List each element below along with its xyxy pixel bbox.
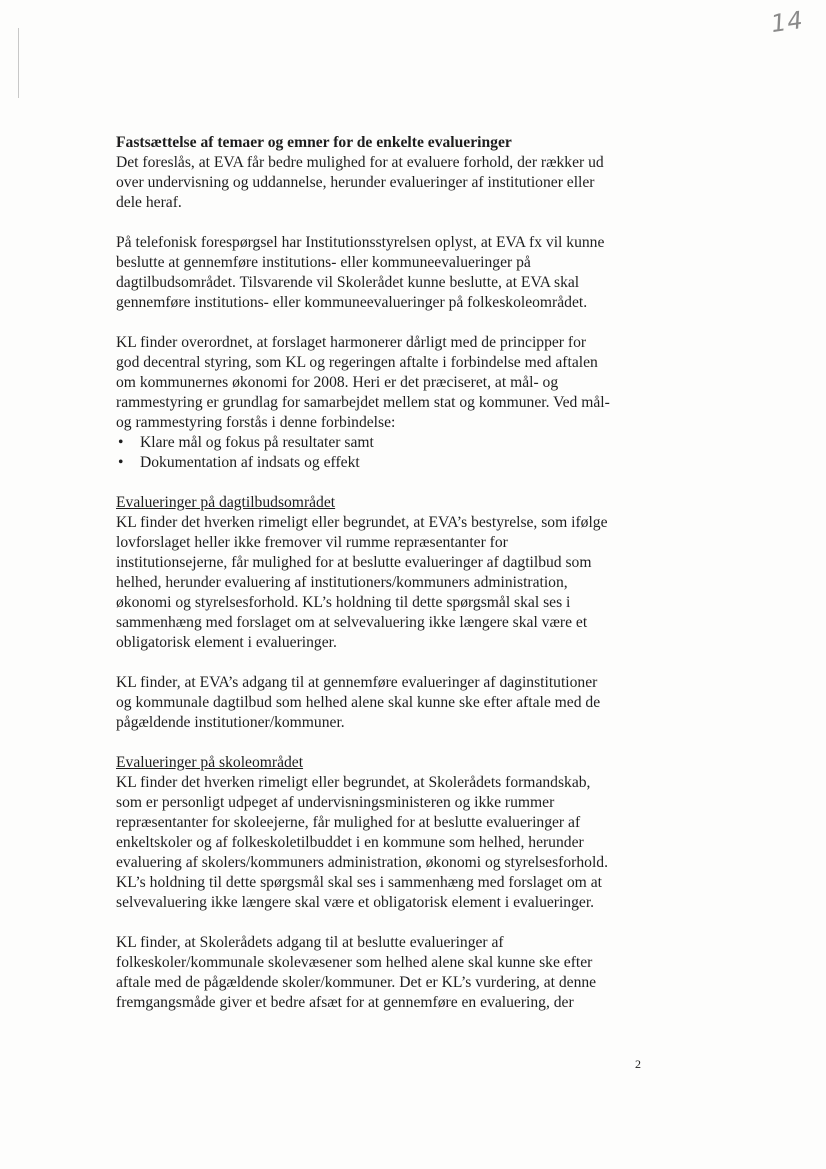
bullet-text: Klare mål og fokus på resultater samt bbox=[140, 434, 374, 451]
bullet-item bbox=[116, 453, 612, 473]
bullet-item bbox=[116, 433, 612, 453]
handwritten-page-mark: 14 bbox=[769, 5, 806, 39]
dagtilbud-heading: Evalueringer på dagtilbudsområdet bbox=[116, 494, 336, 511]
section-heading: Fastsættelse af temaer og emner for de enkelte evalueringer bbox=[116, 134, 512, 151]
dagtilbud-paragraph-2: KL finder, at EVA’s adgang til at gennemføre evalueringer af daginstitutioner og kommunale dagtilbud som helhed alene skal kunne ske efter aftale med de pågældende institutioner/kommuner. bbox=[116, 674, 601, 731]
bullet-list bbox=[116, 433, 612, 473]
document-body bbox=[116, 133, 612, 1013]
bullet-icon: • bbox=[118, 434, 124, 451]
phone-inquiry-paragraph: På telefonisk forespørgsel har Institutionsstyrelsen oplyst, at EVA fx vil kunne beslutte at gennemføre institutions- eller kommuneevalueringer på dagtilbudsområdet. Tilsvarende vil Skolerådet kunne beslutte, at EVA skal gennemføre institutions- eller kommuneevalueringer på folkeskoleområdet. bbox=[116, 234, 605, 311]
page-number: 2 bbox=[635, 1057, 641, 1071]
skole-heading: Evalueringer på skoleområdet bbox=[116, 754, 304, 771]
intro-paragraph: Det foreslås, at EVA får bedre mulighed for at evaluere forhold, der rækker ud over undervisning og uddannelse, herunder evalueringer af institutioner eller dele heraf. bbox=[116, 154, 604, 211]
scan-edge-line bbox=[18, 28, 19, 98]
kl-overall-paragraph: KL finder overordnet, at forslaget harmonerer dårligt med de principper for god decentral styring, som KL og regeringen aftalte i forbindelse med aftalen om kommunernes økonomi for 2008. Heri er det præciseret, at mål- og rammestyring er grundlag for samarbejdet mellem stat og kommuner. Ved mål- og rammestyring forstås i denne forbindelse: bbox=[116, 334, 610, 431]
skole-paragraph-1: KL finder det hverken rimeligt eller begrundet, at Skolerådets formandskab, som er personligt udpeget af undervisningsministeren og ikke rummer repræsentanter for skoleejerne, får mulighed for at beslutte evalueringer af enkeltskoler og af folkeskoletilbuddet i en kommune som helhed, herunder evaluering af skolers/kommuners administration, økonomi og styrelsesforhold. KL’s holdning til dette spørgsmål skal ses i sammenhæng med forslaget om at selvevaluering ikke længere skal være et obligatorisk element i evalueringer. bbox=[116, 774, 608, 911]
skole-paragraph-2: KL finder, at Skolerådets adgang til at beslutte evalueringer af folkeskoler/kommunale skolevæsener som helhed alene skal kunne ske efter aftale med de pågældende skoler/kommuner. Det er KL’s vurdering, at denne fremgangsmåde giver et bedre afsæt for at gennemføre en evaluering, der bbox=[116, 934, 597, 1011]
dagtilbud-paragraph-1: KL finder det hverken rimeligt eller begrundet, at EVA’s bestyrelse, som ifølge lovforslaget heller ikke fremover vil rumme repræsentanter for institutionsejerne, får mulighed for at beslutte evalueringer af dagtilbud som helhed, herunder evaluering af institutioners/kommuners administration, økonomi og styrelsesforhold. KL’s holdning til dette spørgsmål skal ses i sammenhæng med forslaget om at selvevaluering ikke længere skal være et obligatorisk element i evalueringer. bbox=[116, 514, 608, 651]
bullet-icon: • bbox=[118, 454, 124, 471]
bullet-text: Dokumentation af indsats og effekt bbox=[140, 454, 360, 471]
